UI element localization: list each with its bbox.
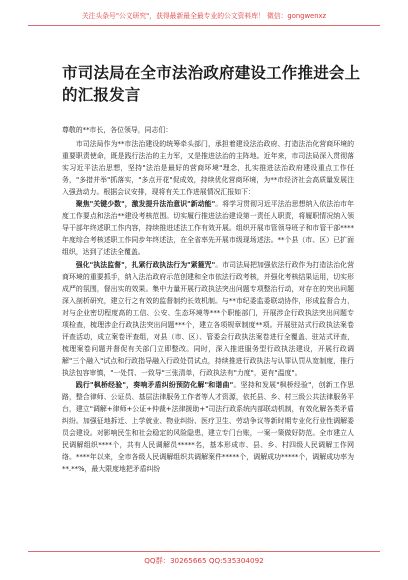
paragraph-key-minority — [62, 198, 354, 258]
paragraph-enforcement-supervision — [62, 259, 354, 379]
paragraph-text: 市司法局作为**市法治建设的统筹牵头部门，承担着建设法治政府、打造法治化营商环境的重要职责使命，既是践行法治的主力军，又是推进法治的主阵地。近年来，市司法局深入贯彻落实习近平法治思想，坚持"法治是最好的营商环境"理念，扎实推进法治政府建设重点工作任务，"多措并举"抓落实，"多点开花"促成效，持续优化营商环境，为**市经济社会高质量发展注入强劲动力。根据会议安排，现将有关工作进展情况汇报如下： — [62, 140, 354, 197]
top-banner — [28, 10, 380, 26]
banner-text: 关注头条号"公文研究"，获得最新最全最专业的公文资料库！ 微信：gongwenxz — [81, 12, 327, 20]
paragraph-lead: 强化"执法监督"，扎紧行政执法行为"紧箍咒" — [75, 260, 216, 269]
footer-contact: QQ群：30265665 QQ:535304092 — [144, 556, 264, 565]
document-body — [62, 124, 354, 475]
paragraph-text: 。将学习贯彻习近平法治思想纳入依法治市年度工作要点和法治**建设考核范围。切实履行推进法治建设第一责任人职责，将履职情况纳入领导干部年终述职工作内容，持续推进述法工作有效开展。组织开展市管领导班子和市管干部****年度综合考核述职工作同步年终述法，在全省率先开展市级现场述法。**个县（市、区）已扩面组织，达到了述法全覆盖。 — [62, 200, 355, 257]
paragraph-fengqiao-experience — [62, 379, 354, 475]
paragraph-intro — [62, 138, 354, 198]
paragraph-lead: 践行"枫桥经验"，奏响矛盾纠纷预防化解"和谐曲" — [75, 380, 234, 389]
paragraph-text: 。坚持和发展"枫桥经验"，创新工作思路，整合律师、公证员、基层法律服务工作者等人才资源，依托县、乡、村三级公共法律服务平台，建立"调解+律师+公证+仲裁+法律援助+"司法行政系统内部联动机制，有效化解各类矛盾纠纷。加强征地拆迁、上学就业、物业纠纷、医疗卫生、劳动争议等新时期专业化行业性调解委员会建设。对影响民生和社会稳定的风险隐患，建立专门台账，一案一策做好防范。全市建立人民调解组织****个，共有人民调解员*****名，基本形成市、县、乡、村四级人民调解工作网络。****年以来，全市各级人民调解组织共调解案件*****个，调解成功*****个，调解成功率为**.**%，最大限度地把矛盾纠纷 — [62, 380, 354, 474]
paragraph-text: 。市司法局把加强依法行政作为打造法治化营商环境的重要抓手，纳入法治政府示范创建和全市依法行政考核，并强化考核结果运用，切实形成严的氛围，督出实的效果。集中力量开展行政执法突出问题专项整治行动，对存在的突出问题深入剖析研究，建立行之有效的监督制约长效机制。与**市纪委监委联动协作，形成监督合力，对与企业密切程度高的工信、公安、生态环境等***个职能部门，开展涉企行政执法突出问题专项检查，梳理涉企行政执法突出问题***个，建立各项规章制度**项。开展驻站式行政执法案卷评查活动，成立案卷评查组，对县（市、区）、管委会行政执法案卷进行全覆盖、驻站式评查，梳理案卷问题并督促有关部门立即整改。同时，深入推进服务型行政执法建设，开展行政调解"三个融入"试点和行政指导融入行政处罚试点，持续推进行政执法与认罪认罚从宽制度，推行执法包容审慎，"一处罚、一致导"三张清单，行政执法有"力度"，更有"温度"。 — [62, 260, 355, 377]
greeting: 尊敬的**市长，各位领导，同志们： — [62, 126, 173, 134]
paragraph-lead: 聚焦"关键少数"，激发提升法治意识"新动能" — [75, 200, 216, 209]
document-title: 市司法局在全市法治政府建设工作推进会上的汇报发言 — [62, 64, 361, 104]
footer-bar — [28, 551, 380, 568]
